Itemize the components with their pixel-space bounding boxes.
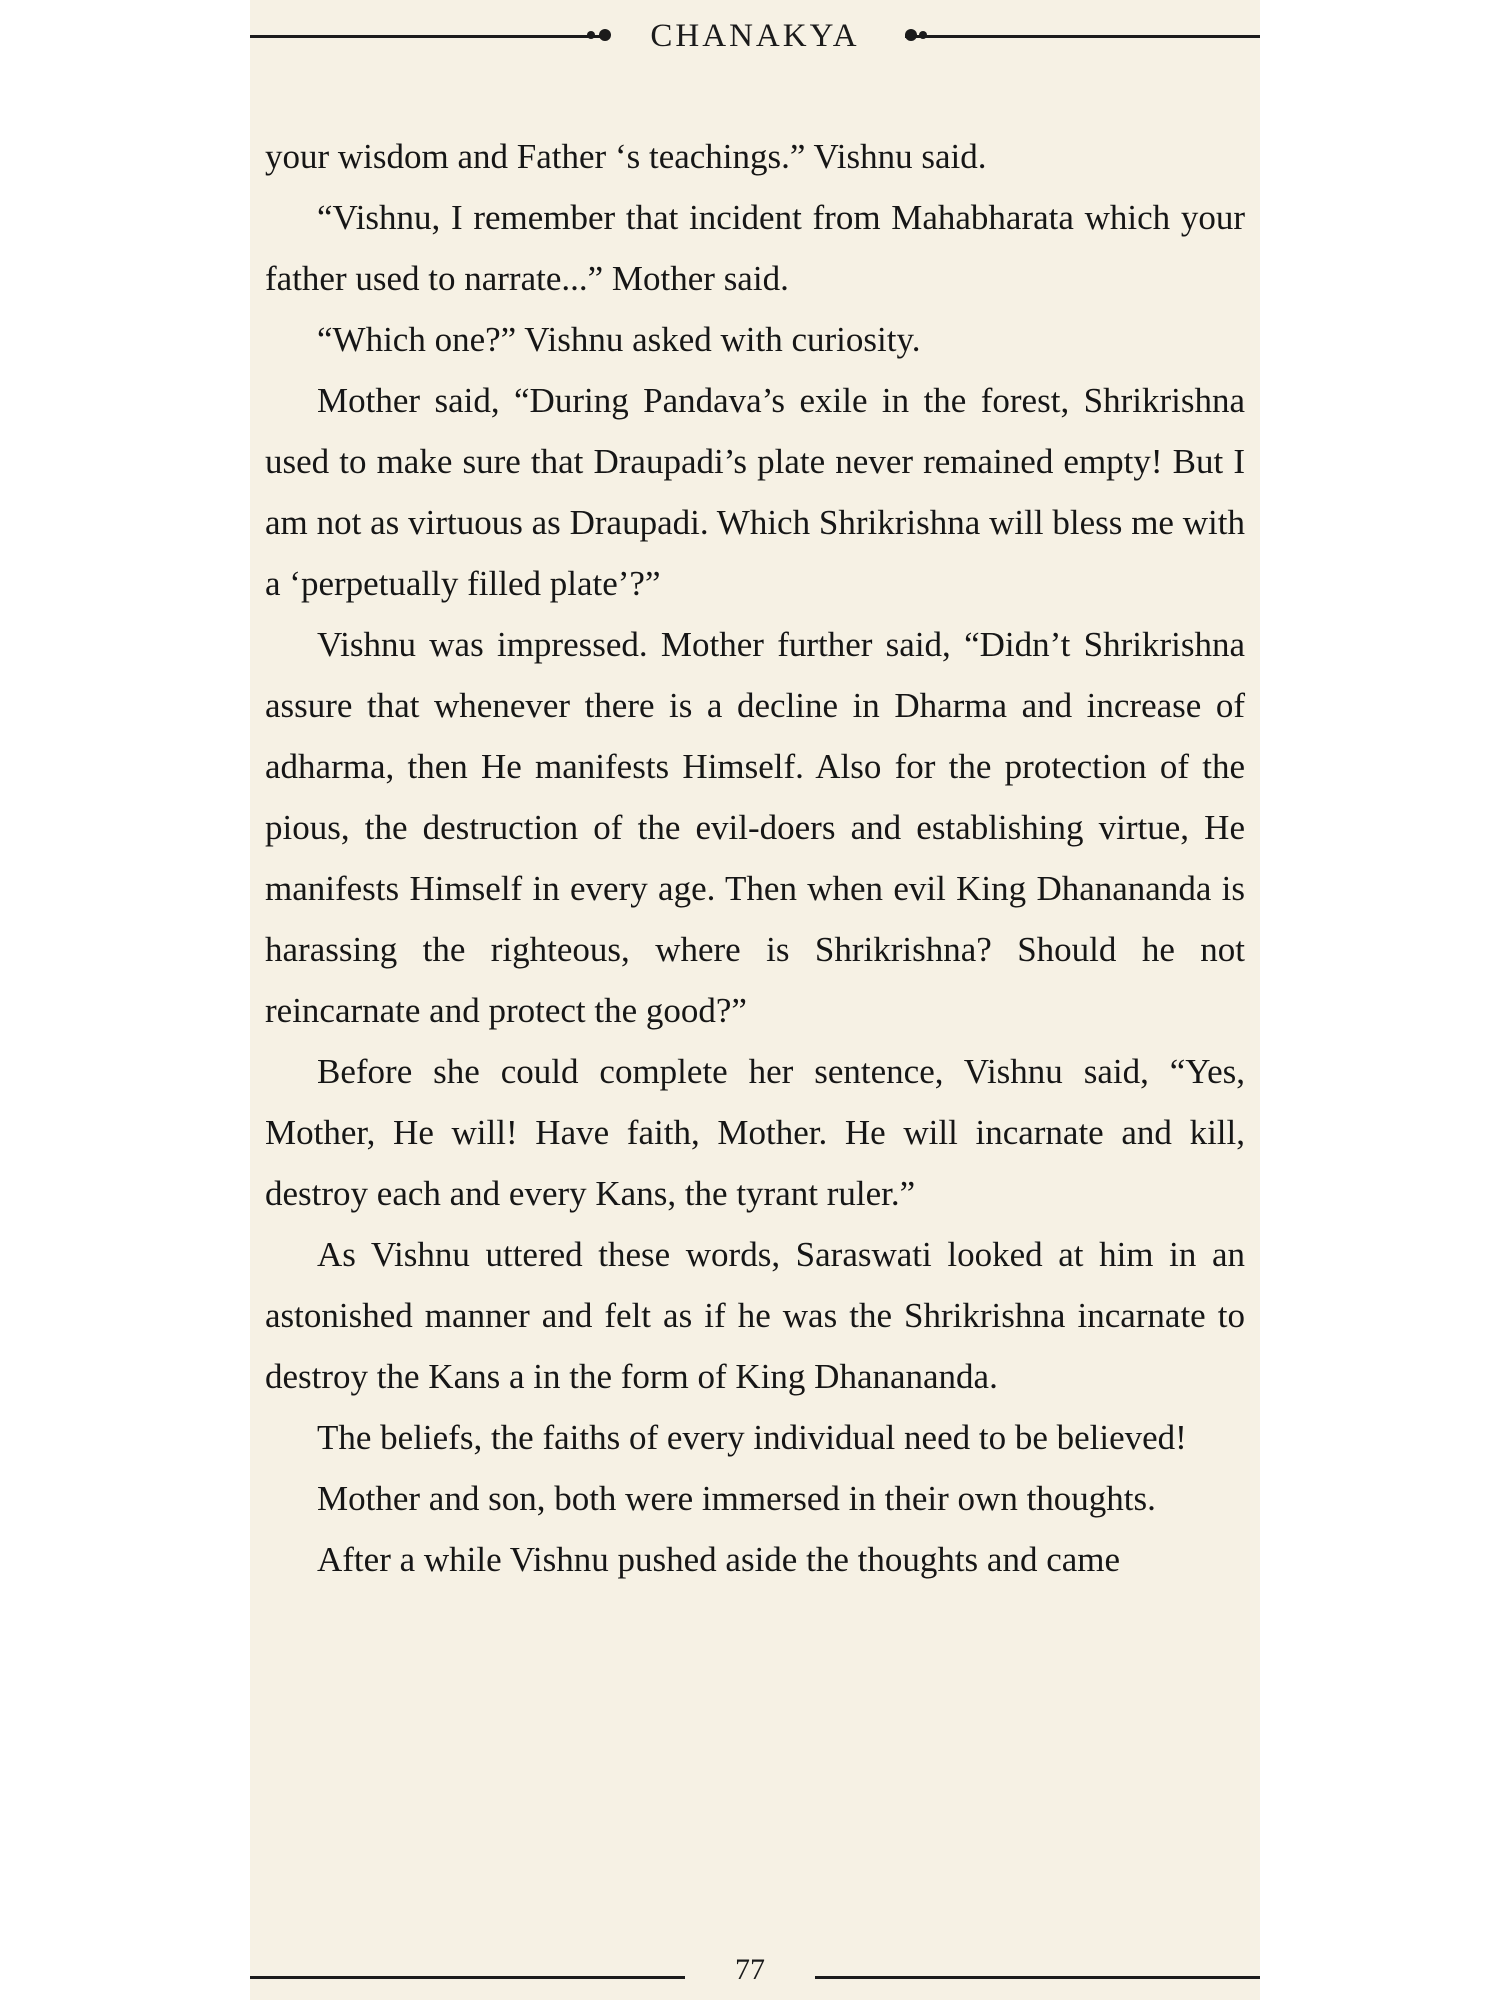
paragraph: your wisdom and Father ‘s teachings.” Vishnu said. — [265, 137, 987, 176]
book-page — [250, 0, 1260, 2000]
paragraph: Before she could complete her sentence, Vishnu said, “Yes, Mother, He will! Have faith, Mother. He will incarnate and kill, destroy each and every Kans, the tyrant ruler.” — [265, 1052, 1245, 1213]
paragraph: “Vishnu, I remember that incident from Mahabharata which your father used to narrate...” Mother said. — [265, 198, 1245, 298]
paragraph: Mother and son, both were immersed in their own thoughts. — [317, 1479, 1156, 1518]
body-text — [265, 126, 1245, 1590]
paragraph: After a while Vishnu pushed aside the thoughts and came — [317, 1540, 1121, 1579]
page-header — [250, 14, 1260, 58]
paragraph: As Vishnu uttered these words, Saraswati looked at him in an astonished manner and felt as if he was the Shrikrishna incarnate to destroy the Kans a in the form of King Dhanananda. — [265, 1235, 1245, 1396]
running-head: CHANAKYA — [650, 18, 860, 54]
page-footer — [250, 1950, 1260, 1990]
footer-rule-right — [815, 1976, 1260, 1979]
paragraph: “Which one?” Vishnu asked with curiosity. — [317, 320, 921, 359]
footer-rule-left — [250, 1976, 685, 1979]
header-rule-left — [250, 35, 605, 38]
header-rule-right — [905, 35, 1260, 38]
paragraph: Vishnu was impressed. Mother further said, “Didn’t Shrikrishna assure that whenever there is a decline in Dharma and increase of adharma, then He manifests Himself. Also for the protection of the pious, the destruction of the evil-doers and establishing virtue, He manifests Himself in every age. Then when evil King Dhanananda is harassing the righteous, where is Shrikrishna? Should he not reincarnate and protect the good?” — [265, 625, 1245, 1030]
paragraph: Mother said, “During Pandava’s exile in the forest, Shrikrishna used to make sure that Draupadi’s plate never remained empty! But I am not as virtuous as Draupadi. Which Shrikrishna will bless me with a ‘perpetually filled plate’?” — [265, 381, 1245, 603]
ornament-dot — [587, 31, 595, 39]
paragraph: The beliefs, the faiths of every individual need to be believed! — [317, 1418, 1187, 1457]
page-number: 77 — [735, 1953, 765, 1986]
